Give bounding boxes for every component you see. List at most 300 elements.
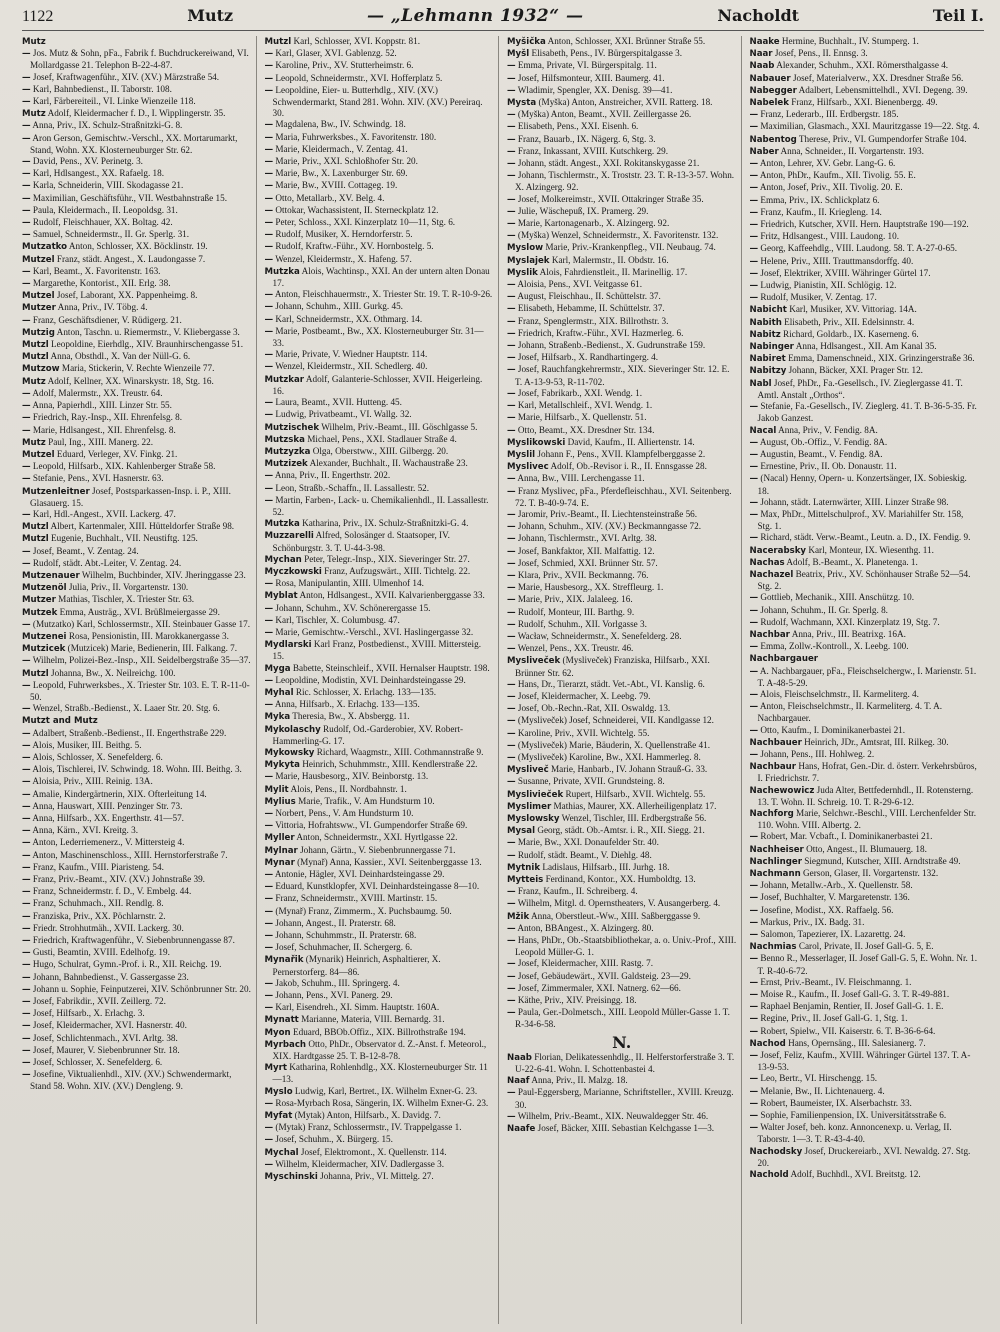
- entry-surname: Mynatt: [264, 1015, 299, 1026]
- entry-surname: Myslajek: [507, 255, 550, 266]
- entry-details: Beatrix, Priv., XV. Schönhauser Straße 52—54. Stg. 2.: [757, 568, 971, 592]
- entry-surname: Nabinger: [749, 342, 794, 353]
- entry-details: Wacław, Schneidermstr., X. Senefelderg. 28.: [515, 630, 682, 641]
- entry-details: Rudolf, Monteur, III. Barthg. 9.: [515, 606, 635, 617]
- entry-surname: —: [264, 73, 274, 84]
- directory-entry: [264, 820, 495, 832]
- directory-entry: [507, 982, 737, 995]
- entry-surname: —: [264, 1159, 274, 1170]
- directory-entry: [22, 180, 252, 192]
- directory-entry: [264, 590, 495, 602]
- entry-surname: —: [507, 716, 516, 727]
- directory-entry: [22, 643, 252, 655]
- directory-entry: [264, 674, 495, 687]
- entry-details: Anna, Hauswart, XIII. Penzinger Str. 73.: [30, 800, 183, 811]
- directory-entry: [507, 218, 737, 230]
- entry-details: Karl, Malermstr., II. Obdstr. 16.: [549, 254, 669, 265]
- directory-entry: [22, 655, 252, 667]
- entry-surname: —: [264, 144, 274, 155]
- entry-surname: —: [264, 120, 274, 131]
- entry-surname: Nachbaur: [749, 762, 797, 773]
- entry-details: Julia, Priv., II. Vorgartenstr. 130.: [66, 582, 189, 593]
- directory-entry: [22, 168, 252, 180]
- directory-entry: [507, 109, 737, 121]
- entry-surname: —: [749, 1026, 759, 1037]
- directory-entry: [264, 361, 495, 373]
- directory-entry: [264, 1146, 495, 1159]
- entry-details: Georg, Kaffeehdlg., VIII. Laudong. 58. T. A-27-0-65.: [758, 243, 958, 254]
- directory-entry: [264, 808, 495, 820]
- directory-entry: [749, 532, 981, 544]
- entry-surname: —: [264, 894, 274, 905]
- entry-surname: Nachazel: [749, 569, 794, 580]
- directory-entry: [749, 60, 981, 72]
- directory-entry: [264, 458, 495, 470]
- entry-surname: Nachas: [749, 557, 785, 568]
- entry-surname: —: [749, 1074, 759, 1085]
- directory-entry: [507, 545, 737, 558]
- entry-details: Alois, Musiker, III. Beithg. 5.: [30, 739, 142, 750]
- entry-details: Alois, Fleischselchmstr., II. Karmeliterg. 4.: [758, 688, 919, 699]
- entry-surname: —: [22, 97, 31, 108]
- directory-entry: [749, 377, 981, 401]
- directory-entry: [749, 641, 981, 653]
- entry-surname: —: [22, 765, 31, 776]
- entry-details: Leon, Straßb.-Schaffn., II. Lassallestr. 52.: [273, 482, 430, 493]
- directory-entry: [749, 121, 981, 133]
- directory-entry: [749, 158, 981, 170]
- entry-details: Hugo, Schulrat, Gymn.-Prof. i. R., XII. Reichg. 19.: [30, 959, 222, 970]
- entry-details: Benno R., Messerlager, II. Josef Gall-G. 5, E. Wohn. Nr. 1. T. R-40-6-72.: [757, 953, 978, 976]
- entry-surname: Nabiret: [749, 354, 786, 365]
- directory-entry: [507, 412, 737, 424]
- directory-entry: [22, 473, 252, 485]
- entry-surname: Myslivieček: [507, 789, 564, 800]
- entry-surname: Myrt: [264, 1063, 287, 1074]
- directory-entry: [264, 639, 495, 662]
- entry-details: Karl, Eisendreh., XI. Simm. Hauptstr. 160A.: [273, 1002, 440, 1013]
- entry-details: Franz, Schneidermstr. f. D., V. Embelg. 44.: [30, 886, 192, 897]
- directory-entry: [22, 217, 252, 229]
- entry-surname: Mychan: [264, 554, 302, 565]
- entry-surname: —: [264, 181, 274, 192]
- directory-entry: [264, 1062, 495, 1085]
- entry-details: Karl, Beamt., X. Favoritenstr. 163.: [30, 265, 161, 276]
- entry-details: (Mysliveček) Josef, Schneiderei, VII. Kandlgasse 12.: [515, 715, 714, 726]
- entry-details: Franz, Schuhmach., XII. Rendlg. 8.: [30, 898, 164, 909]
- entry-surname: Mutzizek: [264, 459, 308, 470]
- entry-details: Raphael Benjamin, Rentier, II. Josef Gall-G. 1. E.: [758, 1001, 944, 1012]
- entry-details: Anton, Schneidermstr., XXI. Hyrtlgasse 22.: [294, 832, 458, 843]
- entry-surname: —: [264, 157, 274, 168]
- entry-surname: Myga: [264, 663, 291, 674]
- entry-details: Anton, BBAngest., X. Alzingerg. 80.: [515, 922, 654, 933]
- directory-entry: [507, 448, 737, 461]
- directory-entry: [749, 904, 981, 917]
- entry-surname: —: [507, 522, 516, 533]
- entry-details: Marie, Kartonagenarb., X. Alzingerg. 92.: [515, 218, 670, 229]
- directory-entry: [507, 1110, 737, 1123]
- entry-details: Käthe, Priv., XIV. Preisingg. 18.: [515, 995, 637, 1006]
- directory-entry: [749, 688, 981, 701]
- entry-surname: —: [22, 1033, 31, 1044]
- entry-surname: —: [507, 728, 516, 739]
- directory-entry: [507, 910, 737, 923]
- entry-surname: —: [22, 960, 31, 971]
- directory-entry: [507, 703, 737, 715]
- directory-entry: [507, 193, 737, 206]
- entry-details: Richard, Waagmstr., XIII. Cothmannstraße 9.: [314, 746, 484, 757]
- directory-entry: [749, 941, 981, 953]
- entry-surname: Mutzt and Mutz: [22, 716, 98, 727]
- entry-details: Otto, Angest., II. Blumauerg. 18.: [803, 843, 927, 854]
- entry-surname: —: [749, 905, 759, 916]
- entry-details: Josef, Kleidermacher, X. Leebg. 79.: [515, 690, 651, 701]
- entry-surname: —: [507, 304, 516, 315]
- entry-details: Rosa-Myrbach Rosa, Sängerin, IX. Wilhelm Exner-G. 23.: [273, 1097, 489, 1108]
- entry-surname: —: [264, 471, 274, 482]
- directory-entry: [264, 832, 495, 844]
- directory-entry: [22, 108, 252, 120]
- entry-surname: —: [22, 474, 31, 485]
- entry-details: Johann, Bäcker, XXI. Prager Str. 12.: [786, 365, 923, 376]
- entry-surname: —: [507, 752, 516, 763]
- entry-details: Johann, städt. Angest., XXI. Rokitanskygasse 21.: [515, 158, 700, 169]
- directory-entry: [507, 690, 737, 703]
- entry-surname: —: [507, 691, 516, 702]
- entry-surname: Myczkowski: [264, 566, 322, 577]
- entry-surname: Mutzl: [22, 668, 49, 679]
- entry-details: Otto, Kaufm., I. Dominikanerbastei 21.: [758, 724, 906, 735]
- entry-surname: Naab: [507, 1052, 532, 1063]
- entry-details: August, Ob.-Offiz., V. Fendig. 8A.: [758, 436, 888, 447]
- directory-entry: [22, 400, 252, 412]
- directory-entry: [507, 655, 737, 678]
- entry-details: Wilhelm, Kleidermacher, XIV. Dadlergasse 3.: [273, 1158, 445, 1169]
- directory-entry: [507, 230, 737, 242]
- entry-details: (Mutzatko) Karl, Schlossermstr., XII. Steinbauer Gasse 17.: [30, 618, 251, 629]
- entry-surname: Nabegger: [749, 85, 797, 96]
- directory-entry: [749, 604, 981, 617]
- entry-surname: Myslimer: [507, 801, 552, 812]
- entry-surname: Mykowsky: [264, 747, 315, 758]
- directory-entry: [749, 206, 981, 219]
- entry-surname: —: [507, 595, 516, 606]
- directory-entry: [22, 387, 252, 400]
- directory-entry: [749, 328, 981, 341]
- entry-details: Franz, Kaufm., II. Kriegleng. 14.: [758, 206, 882, 217]
- entry-details: Ladislaus, Hilfsarb., III. Jurhg. 18.: [540, 861, 670, 872]
- directory-entry: [22, 1008, 252, 1020]
- entry-details: Eduard, Verleger, XV. Finkg. 21.: [54, 448, 178, 459]
- entry-surname: —: [264, 483, 274, 494]
- directory-entry: [507, 533, 737, 545]
- entry-details: Richard, Goldarb., IX. Kaserneng. 6.: [780, 328, 919, 339]
- directory-entry: [749, 761, 981, 784]
- directory-entry: [264, 349, 495, 361]
- directory-entry: [507, 849, 737, 862]
- directory-entry: [22, 314, 252, 327]
- entry-surname: —: [22, 49, 31, 60]
- entry-surname: Mutzek: [22, 607, 58, 618]
- directory-entry: [507, 436, 737, 449]
- entry-details: Aron Gerson, Gemischtw.-Verschl., XX. Mortarumarkt, Stand, Wohn. XX. Klosterneuburger Str. 62.: [30, 132, 238, 155]
- entry-details: Marie, Priv., XIX. Jalaleeg. 16.: [515, 594, 633, 605]
- entry-surname: —: [264, 870, 274, 881]
- entry-details: Josef, Ob.-Rechn.-Rat, XII. Oswaldg. 13.: [515, 703, 671, 714]
- directory-entry: [749, 953, 981, 976]
- entry-details: Karl, Metallschleif., XVI. Wendg. 1.: [515, 400, 653, 411]
- entry-details: Stefanie, Fa.-Gesellsch., IV. Zieglerg. 41. T. B-36-5-35. Fr. Jakob Ganzest.: [757, 401, 977, 424]
- entry-surname: —: [507, 316, 516, 327]
- entry-surname: —: [749, 533, 759, 544]
- entry-surname: Mutzel: [22, 254, 55, 265]
- entry-details: Johann, Bahnbedienst., V. Gassergasse 23.: [30, 971, 189, 982]
- entry-details: Marie, Postbeamt., Bw., XX. Klosterneuburger Str. 31—33.: [272, 325, 484, 349]
- directory-entry: [507, 133, 737, 146]
- entry-surname: —: [22, 1009, 31, 1020]
- entry-details: Margarethe, Kontorist., XII. Erlg. 38.: [30, 278, 171, 289]
- directory-entry: [264, 893, 495, 905]
- directory-entry: [749, 1073, 981, 1085]
- entry-surname: —: [507, 353, 516, 364]
- directory-entry: [507, 582, 737, 594]
- entry-details: Rudolf, Kraftw.-Führ., XV. Hornbostelg. 5.: [273, 241, 434, 252]
- directory-entry: [749, 1097, 981, 1110]
- entry-details: Josef, Schlosser, X. Senefelderg. 6.: [30, 1057, 163, 1068]
- entry-surname: —: [22, 401, 31, 412]
- entry-details: Hans, Dr., Tierarzt, städt. Vet.-Abt., VI. Kanslig. 6.: [515, 678, 705, 689]
- entry-surname: —: [264, 1098, 274, 1109]
- directory-entry: [749, 365, 981, 377]
- entry-details: Josef, PhDr., Fa.-Gesellsch., IV. Zieglergasse 41. T. Amtl. Anstalt „Orthos“.: [757, 377, 963, 400]
- entry-surname: Mysliveček: [507, 656, 561, 667]
- entry-details: Marie, Selchwr.-Beschl., VIII. Lerchenfelder Str. 110. Wohn. VIII. Albertg. 2.: [757, 808, 976, 831]
- entry-surname: Mynařik: [264, 955, 304, 966]
- directory-entry: [749, 1169, 981, 1181]
- entry-details: David, Pens., XV. Perinetg. 3.: [30, 156, 143, 167]
- directory-entry: [507, 48, 737, 60]
- entry-details: Hans, Opernsäng., III. Salesianerg. 7.: [785, 1037, 926, 1048]
- entry-details: Anna, Papierhdl., XIII. Linzer Str. 55.: [30, 400, 172, 411]
- entry-surname: —: [264, 410, 274, 421]
- entry-surname: —: [749, 256, 759, 267]
- directory-entry: [264, 917, 495, 930]
- entry-details: (Mysliveček) Karoline, Bw., XXI. Hammerleg. 8.: [515, 751, 701, 762]
- entry-details: Friedr. Strohhutmäh., XVII. Lackerg. 30.: [30, 922, 184, 933]
- entry-details: Johann, Schuhm., XIV. (XV.) Beckmanngasse 72.: [515, 521, 702, 532]
- directory-entry: [507, 387, 737, 400]
- entry-details: Franz, Schneidermstr., XVIII. Martinstr. 15.: [273, 893, 438, 904]
- entry-surname: —: [264, 603, 274, 614]
- directory-entry: [22, 1069, 252, 1092]
- entry-details: Georg, städt. Ob.-Amtsr. i. R., XII. Siegg. 21.: [535, 825, 705, 836]
- entry-details: Johann, Metallw.-Arb., X. Quellenstr. 58.: [758, 880, 913, 891]
- entry-surname: —: [22, 826, 31, 837]
- entry-surname: —: [507, 73, 516, 84]
- entry-details: Paula, Kleidermach., II. Leopoldsg. 31.: [30, 204, 178, 215]
- entry-details: Karl, Tischler, X. Columbusg. 47.: [273, 614, 400, 625]
- directory-entry: [749, 182, 981, 194]
- entry-surname: Mutz: [22, 437, 46, 448]
- entry-surname: —: [507, 401, 516, 412]
- entry-details: Heinrich, JDr., Amtsrat, III. Rilkeg. 30.: [801, 736, 949, 747]
- directory-entry: [22, 545, 252, 558]
- entry-surname: —: [22, 1058, 31, 1069]
- entry-details: Elisabeth, Priv., XII. Edelsinnstr. 4.: [781, 316, 915, 327]
- entry-details: Rudolf, Fleischhauer, XX. Boltag. 42.: [30, 217, 173, 228]
- entry-surname: —: [507, 1111, 516, 1122]
- entry-surname: —: [749, 1098, 759, 1109]
- entry-details: Martin, Farben-, Lack- u. Chemikalienhdl., II. Lassallestr. 52.: [272, 494, 489, 517]
- entry-surname: —: [749, 725, 759, 736]
- entry-details: Mathias, Tischler, X. Triester Str. 63.: [55, 594, 195, 605]
- entry-details: Wilhelm, Polizei-Bez.-Insp., XII. Seidelbergstraße 35—37.: [30, 655, 251, 666]
- directory-entry: [749, 316, 981, 329]
- directory-entry: [22, 339, 252, 351]
- entry-details: Laura, Beamt., XVII. Hutteng. 45.: [273, 397, 402, 408]
- directory-entry: [22, 679, 252, 703]
- entry-surname: —: [507, 231, 516, 242]
- directory-entry: [749, 843, 981, 856]
- entry-details: Anton, Schlosser, XXI. Brünner Straße 55.: [545, 36, 706, 46]
- entry-surname: —: [749, 1014, 759, 1025]
- entry-surname: —: [749, 449, 759, 460]
- entry-surname: —: [264, 326, 274, 337]
- entry-details: Johann, Gärtn., V. Siebenbrunnergasse 71.: [297, 844, 456, 855]
- entry-details: Friedrich, Kraftwagenführ., V. Siebenbrunnengasse 87.: [30, 935, 235, 946]
- entry-surname: —: [264, 193, 274, 204]
- entry-details: Rudolf, Wachmann, XXI. Kinzerplatz 19, Stg. 7.: [758, 616, 940, 627]
- entry-details: (Mynař) Franz, Zimmerm., X. Puchsbaumg. 50.: [273, 905, 452, 916]
- entry-details: Peter, Schloss., XXI. Kinzerplatz 10—11, Stg. 6.: [273, 217, 456, 228]
- entry-surname: Nachod: [749, 1038, 786, 1049]
- entry-surname: —: [22, 266, 31, 277]
- directory-entry: [264, 433, 495, 446]
- entry-surname: —: [507, 194, 516, 205]
- entry-surname: Nabelek: [749, 98, 789, 109]
- entry-surname: —: [264, 809, 274, 819]
- directory-entry: [264, 626, 495, 639]
- entry-details: Franziska, Priv., XX. Pöchlarnstr. 2.: [30, 910, 166, 921]
- entry-details: Karl, Färbereiteil., VI. Linke Wienzeile 118.: [30, 96, 196, 107]
- entry-surname: —: [749, 689, 759, 700]
- entry-details: Friedrich, Kraftw.-Führ., XVI. Hazmerleg. 6.: [515, 327, 684, 338]
- entry-surname: —: [749, 930, 759, 941]
- entry-surname: —: [507, 425, 516, 436]
- directory-entry: [507, 364, 737, 387]
- entry-surname: Myšl: [507, 49, 530, 60]
- entry-surname: —: [264, 254, 274, 265]
- entry-details: Marie, Priv., XXI. Schloßhofer Str. 20.: [273, 156, 418, 167]
- directory-entry: [22, 874, 252, 886]
- entry-surname: —: [22, 838, 31, 849]
- entry-surname: —: [22, 740, 31, 751]
- entry-surname: —: [264, 906, 274, 917]
- directory-entry: [22, 971, 252, 984]
- entry-surname: —: [264, 978, 274, 989]
- directory-entry: [749, 36, 981, 48]
- directory-entry: [22, 630, 252, 643]
- entry-details: A. Nachbargauer, pFa., Fleischselchergw., I. Marienstr. 51. T. A-48-5-29.: [757, 665, 977, 688]
- entry-details: Michael, Pens., XXI. Stadlauer Straße 4.: [304, 433, 457, 444]
- entry-surname: Nacerabsky: [749, 545, 807, 556]
- entry-surname: Myslik: [507, 267, 538, 278]
- directory-entry: [749, 341, 981, 353]
- column-2: [265, 36, 500, 1324]
- entry-details: Josefine, Modist., XX. Raffaelg. 56.: [758, 904, 894, 915]
- entry-details: Karl, Schlosser, XVI. Koppstr. 81.: [291, 36, 420, 46]
- entry-surname: —: [749, 110, 759, 121]
- directory-entry: [22, 508, 252, 521]
- entry-details: Rudolf, Musiker, V. Zentag. 17.: [758, 292, 877, 303]
- entry-surname: —: [264, 350, 274, 361]
- entry-surname: Mutzer: [22, 595, 56, 606]
- directory-entry: [22, 703, 252, 715]
- directory-entry: [507, 340, 737, 352]
- directory-entry: [749, 1122, 981, 1145]
- directory-entry: [749, 701, 981, 724]
- directory-entry: [749, 892, 981, 904]
- directory-entry: [22, 485, 252, 509]
- directory-entry: [749, 219, 981, 231]
- directory-entry: [264, 723, 495, 747]
- entry-surname: —: [264, 579, 274, 590]
- directory-entry: [749, 544, 981, 557]
- directory-entry: [749, 1025, 981, 1038]
- entry-surname: Mutzenöl: [22, 583, 67, 594]
- directory-entry: [507, 84, 737, 97]
- directory-entry: [264, 494, 495, 518]
- entry-details: August, Fleischhau., II. Schüttelstr. 37.: [515, 291, 661, 302]
- entry-details: Marie, Hdlsangest., XII. Ehrenfelsg. 8.: [30, 424, 176, 435]
- entry-surname: —: [749, 293, 759, 304]
- entry-details: Franz, Aufzugswärt., XIII. Tichtelg. 22.: [321, 565, 471, 576]
- directory-entry: [264, 204, 495, 217]
- entry-details: Emma, Damenschneid., XIX. Grinzingerstraße 36.: [785, 353, 975, 364]
- entry-surname: Nabitzy: [749, 366, 787, 377]
- directory-entry: [507, 788, 737, 801]
- entry-surname: Mylit: [264, 784, 289, 795]
- entry-surname: Mutzenauer: [22, 570, 80, 581]
- entry-surname: —: [22, 315, 31, 326]
- directory-entry: [264, 662, 495, 675]
- directory-entry: [264, 397, 495, 409]
- entry-surname: —: [22, 850, 31, 861]
- entry-details: Ferdinand, Kontor., XX. Humboldtg. 13.: [543, 874, 696, 885]
- entry-details: Rudolf, Musiker, X. Herndorferstr. 5.: [273, 229, 413, 240]
- entry-surname: Mutz: [22, 376, 46, 387]
- directory-entry: [264, 72, 495, 85]
- directory-entry: [22, 1057, 252, 1069]
- directory-entry: [264, 373, 495, 397]
- directory-entry: [264, 759, 495, 771]
- directory-entry: [22, 776, 252, 788]
- directory-entry: [264, 614, 495, 627]
- directory-entry: [22, 788, 252, 801]
- entry-surname: Nabicht: [749, 305, 787, 316]
- entry-details: Alois, Wachtinsp., XXI. An der untern alten Donau 17.: [272, 265, 490, 289]
- directory-entry: [507, 424, 737, 437]
- entry-surname: —: [507, 280, 516, 291]
- entry-surname: Mutzl: [264, 37, 292, 47]
- directory-entry: [507, 958, 737, 970]
- directory-entry: [507, 861, 737, 874]
- entry-surname: Mutzl: [22, 340, 49, 351]
- entry-surname: —: [507, 534, 516, 545]
- entry-surname: —: [264, 169, 274, 180]
- entry-surname: —: [507, 1008, 516, 1019]
